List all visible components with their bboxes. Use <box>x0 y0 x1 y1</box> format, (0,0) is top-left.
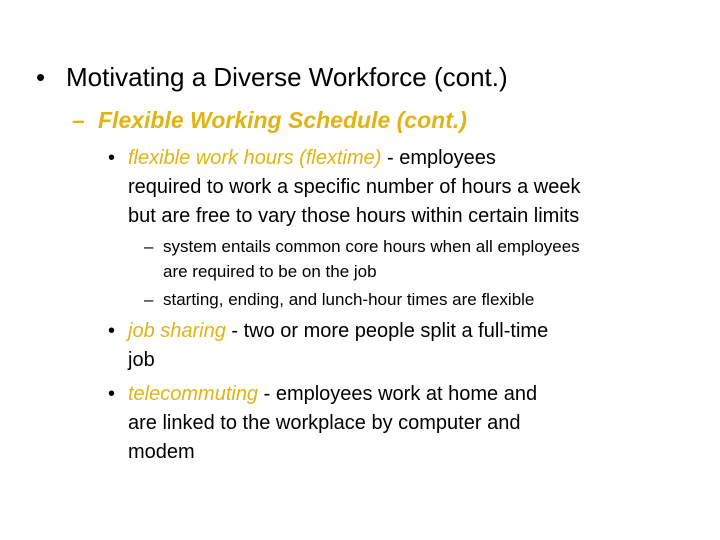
flextime-bullet: • <box>108 147 116 169</box>
telecommuting-desc: - employees work at home and <box>258 383 538 405</box>
job-sharing-line-1 <box>128 320 548 343</box>
heading-text: Motivating a Diverse Workforce (cont.) <box>66 62 508 92</box>
flextime-line-3: but are free to vary those hours within certain limits <box>128 205 580 227</box>
telecommuting-line-2: are linked to the workplace by computer and <box>128 412 521 434</box>
job-sharing-line-2: job <box>128 349 155 371</box>
telecommuting-term: telecommuting <box>128 383 259 405</box>
core-hours-dash: – <box>144 237 154 256</box>
flexible-times-line: starting, ending, and lunch-hour times are flexible <box>163 290 535 309</box>
heading-bullet: • <box>36 62 46 92</box>
job-sharing-desc: - two or more people split a full-time <box>225 320 549 342</box>
job-sharing-term: job sharing <box>128 320 226 342</box>
flextime-desc: - employees <box>381 147 496 169</box>
flextime-line-2: required to work a specific number of hours a week <box>128 176 581 198</box>
job-sharing-bullet: • <box>108 320 116 342</box>
core-hours-line-1: system entails common core hours when all employees <box>163 237 580 256</box>
flextime-term: flexible work hours (flextime) <box>128 147 382 169</box>
telecommuting-line-1 <box>128 383 537 406</box>
flexible-times-dash: – <box>144 290 154 309</box>
flextime-line-1 <box>128 147 496 170</box>
telecommuting-bullet: • <box>108 383 116 405</box>
telecommuting-line-3: modem <box>128 441 195 463</box>
subheading-dash: – <box>72 107 85 133</box>
core-hours-line-2: are required to be on the job <box>163 262 377 281</box>
subheading-text: Flexible Working Schedule (cont.) <box>98 107 467 133</box>
